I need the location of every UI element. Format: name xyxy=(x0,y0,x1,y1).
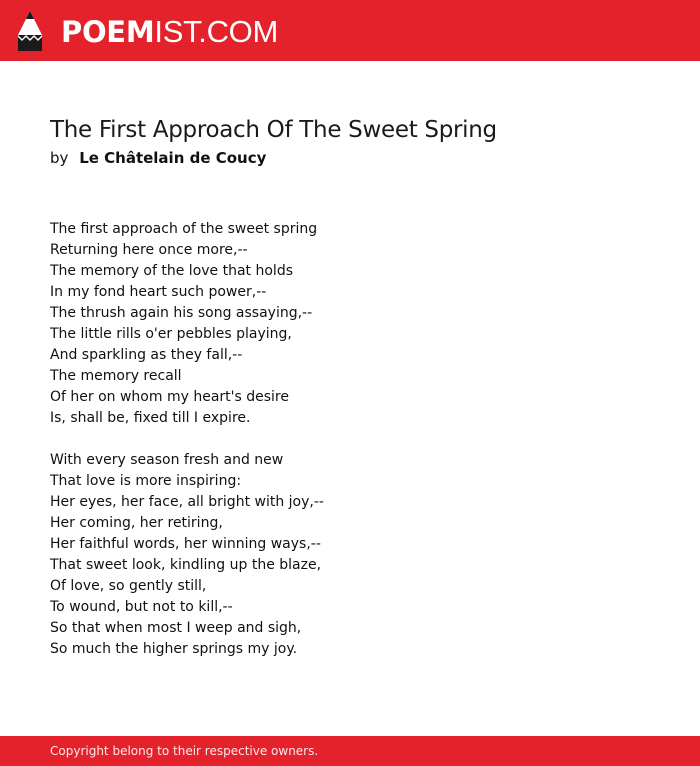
poem-line: And sparkling as they fall,-- xyxy=(50,347,243,363)
by-label: by xyxy=(50,149,69,167)
stanza xyxy=(50,219,650,429)
poem-line: That sweet look, kindling up the blaze, xyxy=(50,557,322,573)
poem-line: Of her on whom my heart's desire xyxy=(50,389,289,405)
poem-line: The first approach of the sweet spring xyxy=(50,221,318,237)
poem-line: Of love, so gently still, xyxy=(50,578,207,594)
poem-line: In my fond heart such power,-- xyxy=(50,284,267,300)
logo-wordmark xyxy=(61,13,279,49)
poem-line: Her faithful words, her winning ways,-- xyxy=(50,536,321,552)
header-bar xyxy=(0,0,700,61)
poem-line: The memory of the love that holds xyxy=(50,263,293,279)
pencil-icon xyxy=(16,9,44,53)
poem-line: The memory recall xyxy=(50,368,182,384)
poem-line: The little rills o'er pebbles playing, xyxy=(50,326,292,342)
poem-line: So that when most I weep and sigh, xyxy=(50,620,302,636)
site-logo[interactable] xyxy=(16,8,278,54)
poem-line: So much the higher springs my joy. xyxy=(50,641,298,657)
poem-line: To wound, but not to kill,-- xyxy=(50,599,233,615)
logo-bold-text: POEM xyxy=(61,14,155,49)
byline xyxy=(50,149,266,167)
logo-light-text: IST.COM xyxy=(154,13,279,49)
poem-line: Her eyes, her face, all bright with joy,-- xyxy=(50,494,324,510)
stanza xyxy=(50,450,650,660)
poem-body xyxy=(50,219,650,681)
poem-line: With every season fresh and new xyxy=(50,452,284,468)
poem-title: The First Approach Of The Sweet Spring xyxy=(50,117,497,143)
poem-line: Returning here once more,-- xyxy=(50,242,248,258)
footer-bar xyxy=(0,736,700,766)
author-name: Le Châtelain de Coucy xyxy=(79,149,267,167)
poem-line: Is, shall be, fixed till I expire. xyxy=(50,410,251,426)
copyright-text: Copyright belong to their respective owners. xyxy=(50,744,319,758)
poem-line: That love is more inspiring: xyxy=(50,473,242,489)
poem-line: Her coming, her retiring, xyxy=(50,515,223,531)
poem-line: The thrush again his song assaying,-- xyxy=(50,305,313,321)
